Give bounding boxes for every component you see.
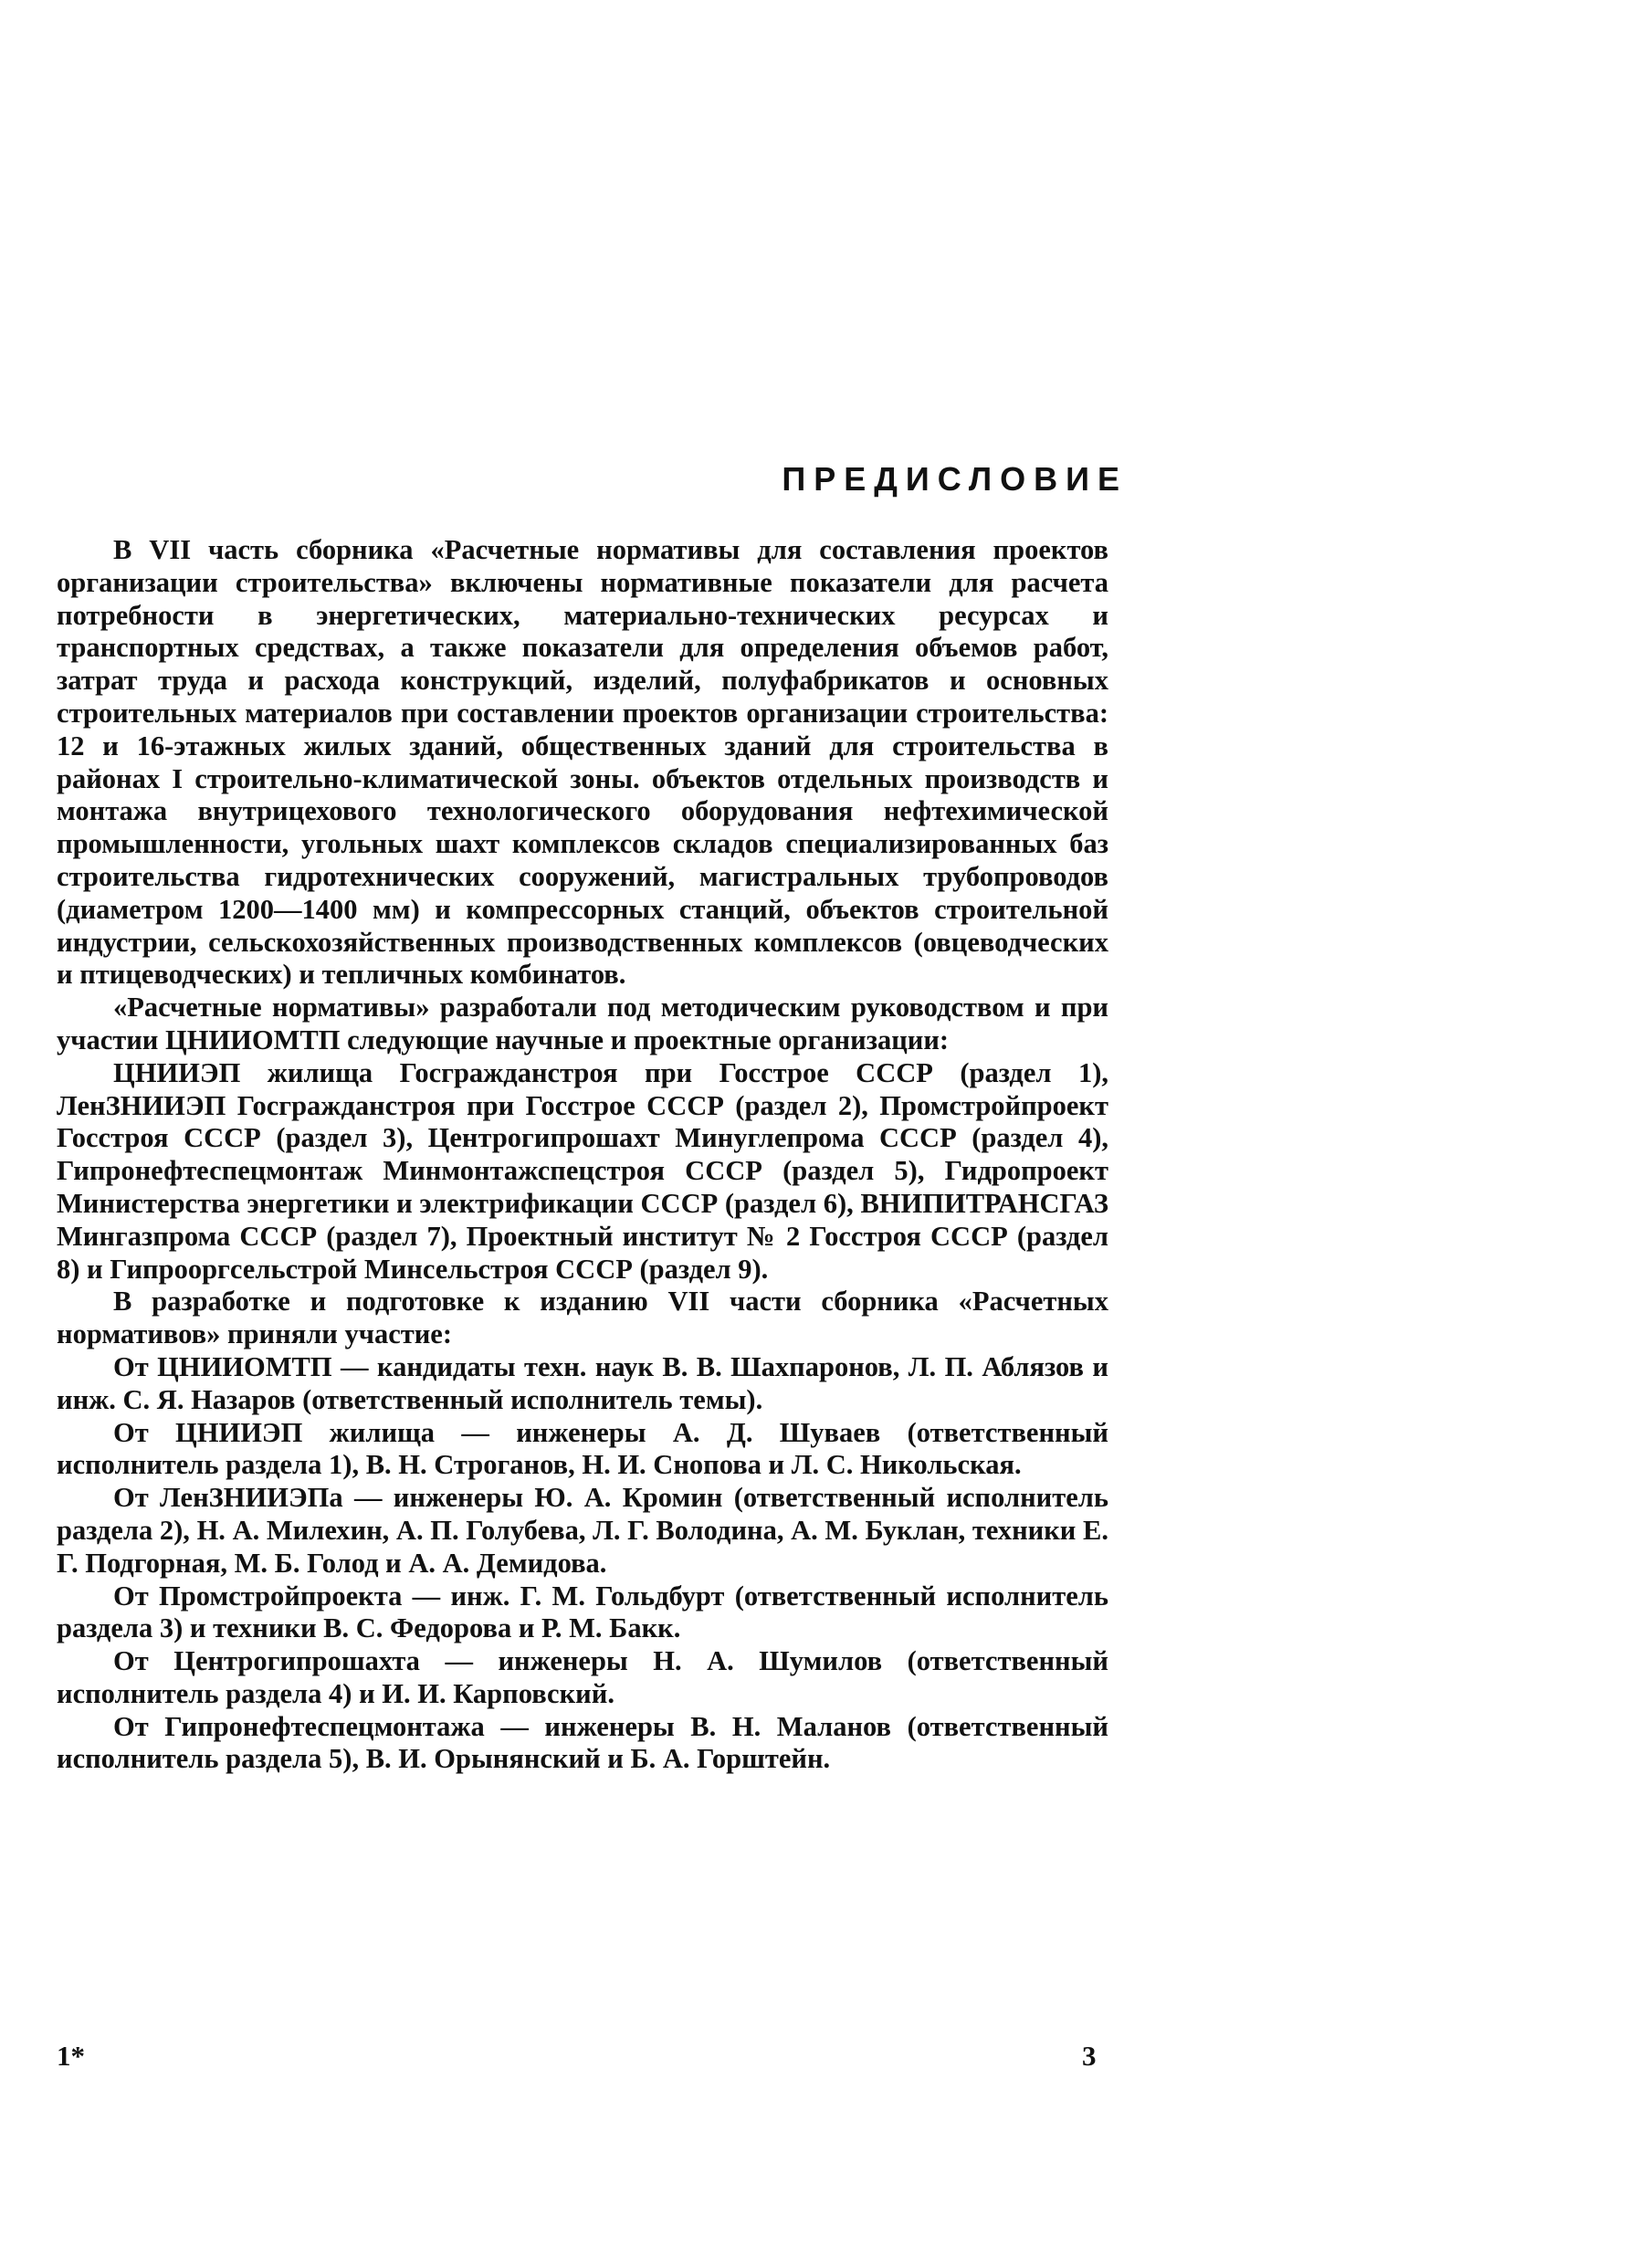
paragraph-lenzniiep: От ЛенЗНИИЭПа — инженеры Ю. А. Кромин (ответственный исполнитель раздела 2), Н. А. Милехин, А. П. Голубева, Л. Г. Володина, А. М. Буклан, техники Е. Г. Подгорная, М. Б. Голод и А. А. Демидова. <box>57 1482 1108 1579</box>
paragraph-intro: В VII часть сборника «Расчетные нормативы для составления проектов организации строительства» включены нормативные показатели для расчета потребности в энергетических, материально-технических ресурсах и транспортных средствах, а также показатели для определения объемов работ, затрат труда и расхода конструкций, изделий, полуфабрикатов и основных строительных материалов при составлении проектов организации строительства: 12 и 16-этажных жилых зданий, общественных зданий для строительства в районах I строительно-климатической зоны. объектов отдельных производств и монтажа внутрицехового технологического оборудования нефтехимической промышленности, угольных шахт комплексов складов специализированных баз строительства гидротехнических сооружений, магистральных трубопроводов (диаметром 1200—1400 мм) и компрессорных станций, объектов строительной индустрии, сельскохозяйственных производственных комплексов (овцеводческих и птицеводческих) и тепличных комбинатов. <box>57 534 1108 991</box>
paragraph-giproneftespetsmontazh: От Гипронефтеспецмонтажа — инженеры В. Н. Маланов (ответственный исполнитель раздела 5), В. И. Орынянский и Б. А. Горштейн. <box>57 1710 1108 1775</box>
paragraph-promstroyproekt: От Промстройпроекта — инж. Г. М. Гольдбурт (ответственный исполнитель раздела 3) и техники В. С. Федорова и Р. М. Бакк. <box>57 1580 1108 1644</box>
paragraph-participants-intro: В разработке и подготовке к изданию VII части сборника «Расчетных нормативов» приняли участие: <box>57 1286 1108 1350</box>
page-title: ПРЕДИСЛОВИЕ <box>782 460 1128 498</box>
paragraph-tsniiomtp: От ЦНИИОМТП — кандидаты техн. наук В. В. Шахпаронов, Л. П. Аблязов и инж. С. Я. Назаров (ответственный исполнитель темы). <box>57 1350 1108 1415</box>
paragraph-tsentrogiproshakht: От Центрогипрошахта — инженеры Н. А. Шумилов (ответственный исполнитель раздела 4) и И. И. Карповский. <box>57 1645 1108 1709</box>
paragraph-organizations: ЦНИИЭП жилища Госгражданстроя при Госстрое СССР (раздел 1), ЛенЗНИИЭП Госгражданстроя при Госстрое СССР (раздел 2), Промстройпроект Госстроя СССР (раздел 3), Центрогипрошахт Минуглепрома СССР (раздел 4), Гипронефтеспецмонтаж Минмонтажспецстроя СССР (раздел 5), Гидропроект Министерства энергетики и электрификации СССР (раздел 6), ВНИПИТРАНСГАЗ Мингазпрома СССР (раздел 7), Проектный институт № 2 Госстроя СССР (раздел 8) и Гипрооргсельстрой Минсельстроя СССР (раздел 9). <box>57 1056 1108 1285</box>
paragraph-developers-intro: «Расчетные нормативы» разработали под методическим руководством и при участии ЦНИИОМТП следующие научные и проектные организации: <box>57 992 1108 1055</box>
body-text <box>57 534 1108 1776</box>
signature-mark: 1* <box>57 2040 85 2072</box>
page-number: 3 <box>1082 2040 1097 2072</box>
paragraph-tsniiep: От ЦНИИЭП жилища — инженеры А. Д. Шуваев (ответственный исполнитель раздела 1), В. Н. Строганов, Н. И. Снопова и Л. С. Никольская. <box>57 1416 1108 1481</box>
